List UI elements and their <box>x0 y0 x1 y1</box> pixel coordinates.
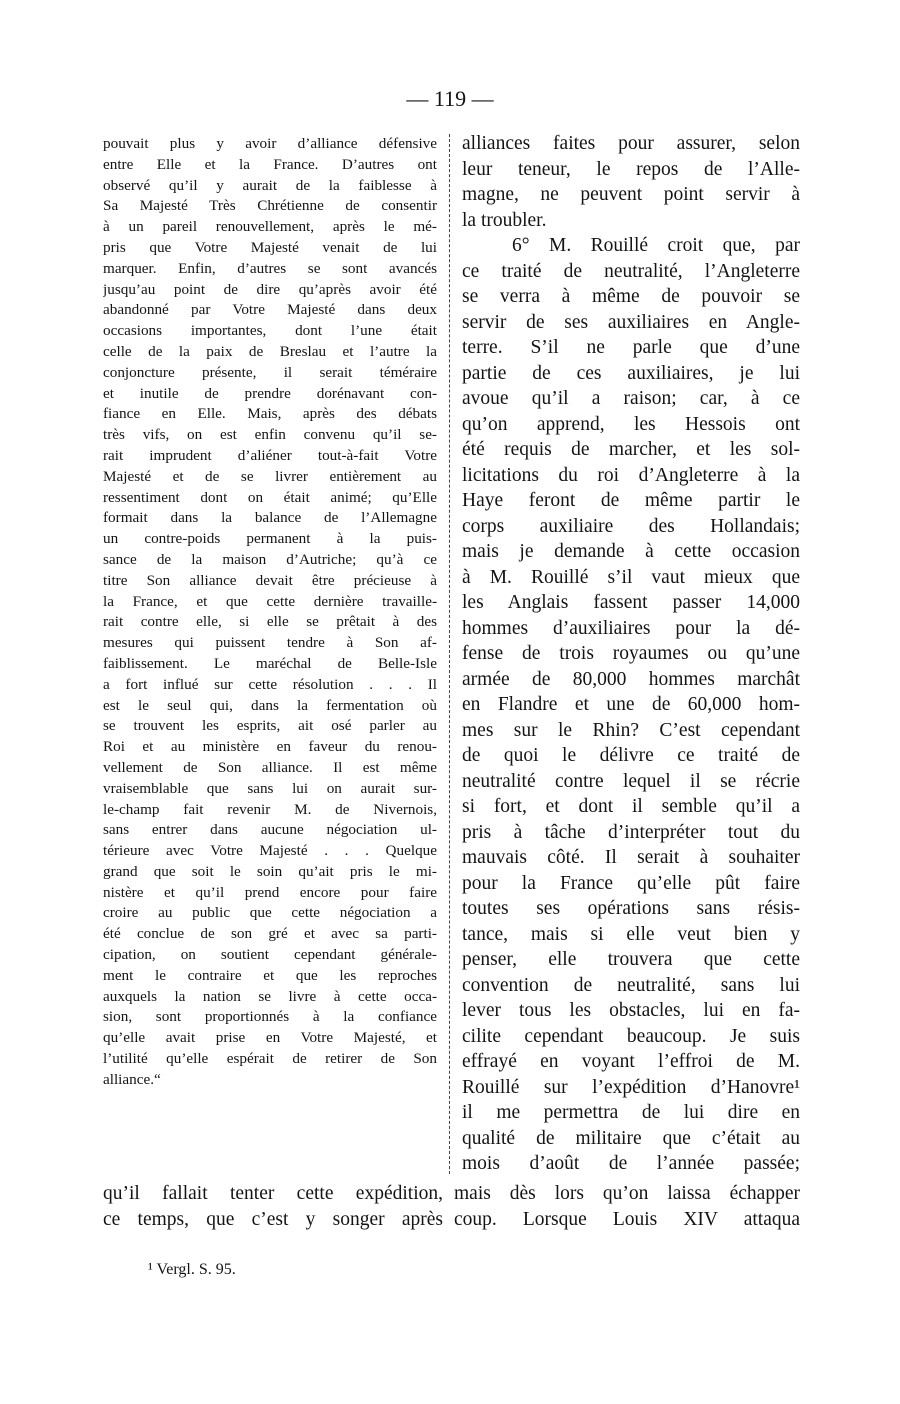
text-line: l’utilité qu’elle espérait de retirer de Son <box>103 1050 437 1068</box>
bottom-text-line <box>103 1183 800 1205</box>
text-line: mais je demande à cette occasion <box>462 541 800 562</box>
text-line: mauvais côté. Il serait à souhaiter <box>462 847 800 868</box>
text-line: celle de la paix de Breslau et l’autre la <box>103 342 437 360</box>
text-line: vellement de Son alliance. Il est même <box>103 758 437 776</box>
text-line: toutes ses opérations sans résis- <box>462 898 800 919</box>
bottom-line-left: ce temps, que c’est y songer après <box>103 1209 443 1230</box>
text-line: les Anglais fassent passer 14,000 <box>462 592 800 613</box>
text-line: magne, ne peuvent point servir à <box>462 184 800 205</box>
text-line: auxquels la nation se livre à cette occa- <box>103 987 437 1005</box>
text-line: qualité de militaire que c’était au <box>462 1127 800 1149</box>
text-line: licitations du roi d’Angleterre à la <box>462 464 800 486</box>
text-line: abandonné par Votre Majesté dans deux <box>103 301 437 319</box>
text-line: le-champ fait revenir M. de Nivernois, <box>103 800 437 818</box>
text-line: neutralité contre lequel il se récrie <box>462 770 800 792</box>
text-line: partie de ces auxiliaires, je lui <box>462 362 800 384</box>
text-line: si fort, et dont il semble qu’il a <box>462 796 800 817</box>
text-line: ment le contraire et que les reproches <box>103 966 437 984</box>
left-column <box>103 134 437 1091</box>
text-line: ressentiment dont on était animé; qu’Elle <box>103 488 437 506</box>
bottom-line-left: qu’il fallait tenter cette expédition, <box>103 1183 443 1204</box>
text-line: térieure avec Votre Majesté . . . Quelque <box>103 842 437 860</box>
text-line: à M. Rouillé s’il vaut mieux que <box>462 566 800 588</box>
bottom-line-right: mais dès lors qu’on laissa échapper <box>454 1183 800 1204</box>
text-line: jusqu’au point de dire qu’après avoir été <box>103 280 437 298</box>
text-line: été requis de marcher, et les sol- <box>462 439 800 460</box>
bottom-line-right: coup. Lorsque Louis XIV attaqua <box>454 1209 800 1230</box>
text-line: corps auxiliaire des Hollandais; <box>462 515 800 537</box>
text-line: alliances faites pour assurer, selon <box>462 133 800 154</box>
text-line: à un pareil renouvellement, après le mé- <box>103 218 437 236</box>
text-line: la troubler. <box>462 209 547 231</box>
text-line: mois d’août de l’année passée; <box>462 1153 800 1174</box>
text-line: sance de la maison d’Autriche; qu’à ce <box>103 550 437 568</box>
text-line: un contre-poids permanent à la puis- <box>103 530 437 548</box>
text-line: faiblissement. Le maréchal de Belle-Isle <box>103 654 437 672</box>
text-line: se verra à même de pouvoir se <box>462 286 800 307</box>
text-line: vraisemblable que sans lui on aurait sur- <box>103 779 437 797</box>
text-line: penser, elle trouvera que cette <box>462 949 800 970</box>
text-line: a fort influé sur cette résolution . . . Il <box>103 675 437 693</box>
text-line: pris à tâche d’interpréter tout du <box>462 821 800 843</box>
text-line: occasions importantes, dont l’une était <box>103 322 437 340</box>
text-line: croire au public que cette négociation a <box>103 904 437 922</box>
text-line: pour la France qu’elle pût faire <box>462 872 800 894</box>
text-line: qu’elle avait prise en Votre Majesté, et <box>103 1029 437 1047</box>
text-line: rait contre elle, si elle se prêtait à des <box>103 613 437 631</box>
text-line: ce traité de neutralité, l’Angleterre <box>462 260 800 282</box>
text-line: observé qu’il y aurait de la faiblesse à <box>103 176 437 194</box>
text-line: pris que Votre Majesté venait de lui <box>103 238 437 256</box>
footnote: ¹ Vergl. S. 95. <box>148 1261 236 1278</box>
text-line: Roi et au ministère en faveur du renou- <box>103 738 437 756</box>
text-line: cilite cependant beaucoup. Je suis <box>462 1025 800 1047</box>
text-line: très vifs, on est enfin convenu qu’il se- <box>103 426 437 444</box>
text-line: conjoncture présente, il serait téméraire <box>103 363 437 381</box>
text-line: nistère et qu’il prend encore pour faire <box>103 883 437 901</box>
text-line: sion, sont proportionnés à la confiance <box>103 1008 437 1026</box>
text-line: entre Elle et la France. D’autres ont <box>103 155 437 173</box>
bottom-text-line <box>103 1209 800 1231</box>
text-line: mes sur le Rhin? C’est cependant <box>462 719 800 741</box>
text-line: convention de neutralité, sans lui <box>462 974 800 996</box>
text-line: la France, et que cette dernière travaille- <box>103 592 437 610</box>
text-line: marquer. Enfin, d’autres se sont avancés <box>103 259 437 277</box>
text-line: pouvait plus y avoir d’alliance défensive <box>103 135 437 152</box>
text-line: terre. S’il ne parle que d’une <box>462 337 800 358</box>
text-line: Sa Majesté Très Chrétienne de consentir <box>103 197 437 215</box>
text-line: de quoi le délivre ce traité de <box>462 745 800 766</box>
text-line: servir de ses auxiliaires en Angle- <box>462 311 800 333</box>
text-line: Majesté et de se livrer entièrement au <box>103 467 437 485</box>
text-line: est le seul qui, dans la fermentation où <box>103 696 437 714</box>
text-line: effrayé en voyant l’effroi de M. <box>462 1051 800 1072</box>
text-line: tance, mais si elle veut bien y <box>462 923 800 945</box>
right-column <box>462 131 800 1177</box>
text-line: été conclue de son gré et avec sa parti- <box>103 925 437 943</box>
text-line: en Flandre et une de 60,000 hom- <box>462 694 800 715</box>
text-line: alliance.“ <box>103 1070 161 1088</box>
text-line: titre Son alliance devait être précieuse à <box>103 571 437 589</box>
text-line: et inutile de prendre dorénavant con- <box>103 384 437 402</box>
text-line: armée de 80,000 hommes marchât <box>462 668 800 690</box>
text-line: leur teneur, le repos de l’Alle- <box>462 158 800 180</box>
text-line: qu’on apprend, les Hessois ont <box>462 413 800 435</box>
page-number: — 119 — <box>406 86 494 111</box>
column-divider <box>449 134 450 1174</box>
text-line: se trouvent les esprits, ait osé parler au <box>103 717 437 735</box>
text-line: cipation, on soutient cependant générale- <box>103 946 437 964</box>
text-line: grand que soit le soin qu’ait pris le mi- <box>103 862 437 880</box>
text-line: hommes d’auxiliaires pour la dé- <box>462 617 800 639</box>
text-line: Rouillé sur l’expédition d’Hanovre¹ <box>462 1076 800 1098</box>
text-line: sans entrer dans aucune négociation ul- <box>103 821 437 839</box>
text-line: Haye feront de même partir le <box>462 490 800 511</box>
text-line: mesures qui puissent tendre à Son af- <box>103 634 437 652</box>
text-line: fense de trois royaumes ou qu’une <box>462 643 800 664</box>
text-line: il me permettra de lui dire en <box>462 1102 800 1123</box>
text-line: fiance en Elle. Mais, après des débats <box>103 405 437 423</box>
text-line: avoue qu’il a raison; car, à ce <box>462 388 800 409</box>
text-line: 6° M. Rouillé croit que, par <box>512 235 800 256</box>
text-line: lever tous les obstacles, lui en fa- <box>462 1000 800 1021</box>
text-line: formait dans la balance de l’Allemagne <box>103 509 437 527</box>
text-line: rait imprudent d’aliéner tout-à-fait Votre <box>103 446 437 464</box>
